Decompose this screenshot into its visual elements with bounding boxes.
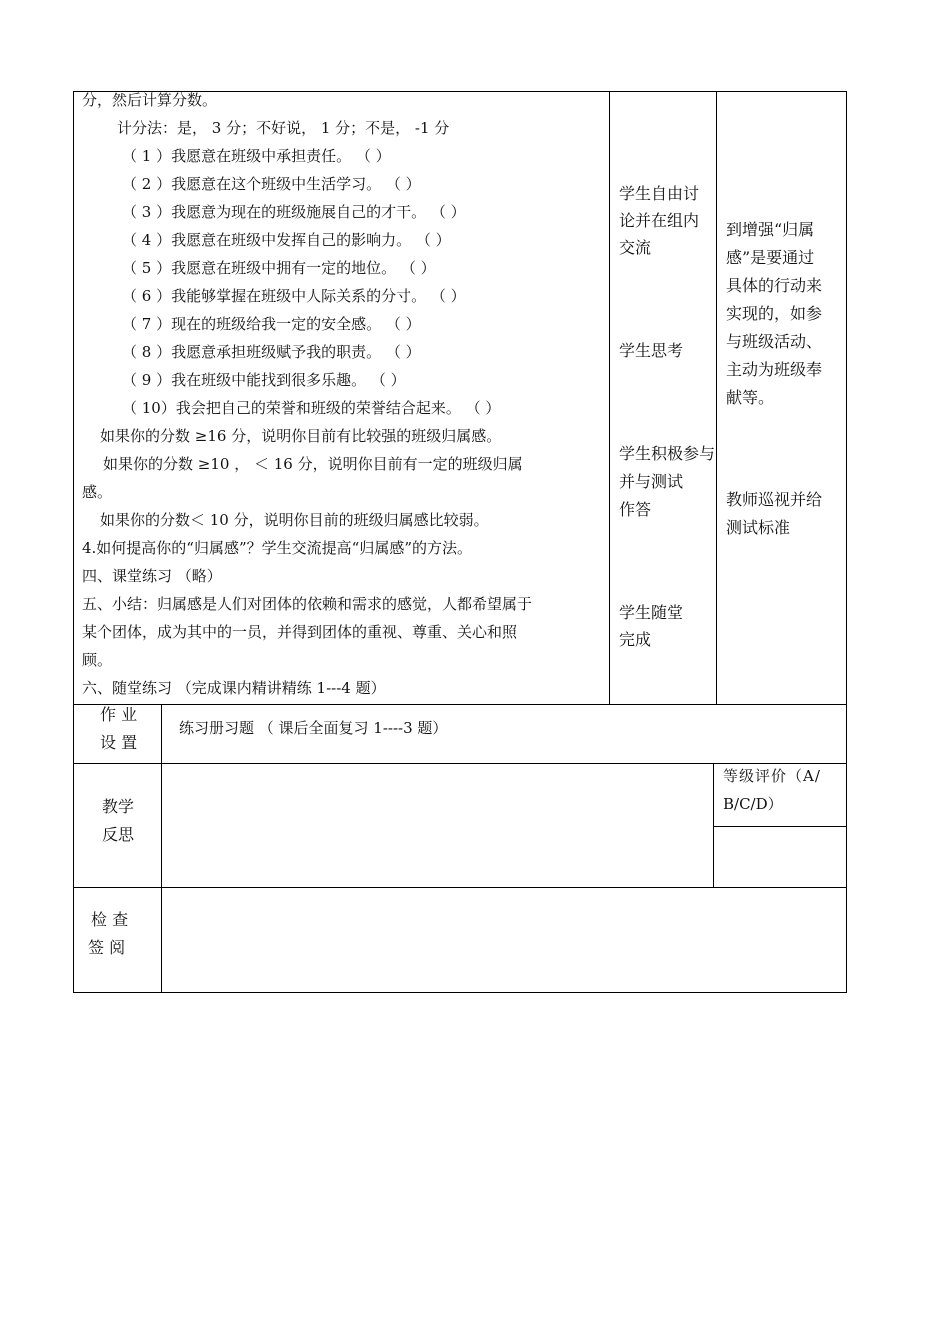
teacher-note: 献等。 — [726, 388, 775, 407]
homework-content: 练习册习题 （ 课后全面复习 1----3 题） — [179, 719, 448, 737]
question-4: 4.如何提高你的“归属感”？学生交流提高“归属感”的方法。 — [82, 539, 472, 557]
homework-label: 设 置 — [100, 733, 138, 752]
result-mid: 如果你的分数 ≥10 ， ＜ 16 分，说明你目前有一定的班级归属 — [103, 455, 523, 473]
check-label: 检 查 — [91, 910, 129, 929]
student-activity: 学生思考 — [619, 341, 684, 360]
student-activity: 作答 — [619, 500, 652, 519]
scoring-rule: 计分法：是， 3 分；不好说， 1 分；不是， -1 分 — [117, 119, 450, 137]
grade-label: 等级评价（A/ — [723, 767, 821, 785]
survey-item: （ 10）我会把自己的荣誉和班级的荣誉结合起来。 （ ） — [122, 399, 501, 417]
signature-area[interactable] — [162, 888, 846, 992]
teacher-note: 感”是要通过 — [726, 248, 815, 267]
teacher-note: 实现的，如参 — [726, 304, 823, 323]
section-followup: 六、随堂练习 （完成课内精讲精练 1---4 题） — [82, 679, 386, 697]
survey-item: （ 6 ）我能够掌握在班级中人际关系的分寸。 （ ） — [122, 287, 466, 305]
check-label: 签 阅 — [88, 938, 126, 957]
survey-item: （ 1 ）我愿意在班级中承担责任。 （ ） — [122, 147, 391, 165]
survey-item: （ 2 ）我愿意在这个班级中生活学习。 （ ） — [122, 175, 421, 193]
result-high: 如果你的分数 ≥16 分，说明你目前有比较强的班级归属感。 — [100, 427, 502, 445]
student-activity: 学生积极参与 — [619, 444, 716, 463]
summary-line: 五、小结：归属感是人们对团体的依赖和需求的感觉，人都希望属于 — [82, 595, 533, 613]
survey-item: （ 3 ）我愿意为现在的班级施展自己的才干。 （ ） — [122, 203, 466, 221]
survey-item: （ 7 ）现在的班级给我一定的安全感。 （ ） — [122, 315, 421, 333]
teacher-note: 主动为班级奉 — [726, 360, 823, 379]
result-mid-cont: 感。 — [82, 483, 113, 501]
student-activity: 完成 — [619, 630, 652, 649]
reflection-label: 教学 — [102, 797, 135, 816]
student-activity: 并与测试 — [619, 472, 684, 491]
teacher-note: 具体的行动来 — [726, 276, 823, 295]
grade-input-area[interactable] — [714, 827, 846, 887]
grade-options: B/C/D） — [723, 795, 783, 813]
teacher-note: 与班级活动、 — [726, 332, 823, 351]
section-practice: 四、课堂练习 （略） — [82, 567, 222, 585]
student-activity: 交流 — [619, 238, 652, 257]
teacher-note: 到增强“归属 — [726, 220, 815, 239]
survey-item: （ 5 ）我愿意在班级中拥有一定的地位。 （ ） — [122, 259, 436, 277]
summary-line: 顾。 — [82, 651, 113, 669]
result-low: 如果你的分数＜ 10 分，说明你目前的班级归属感比较弱。 — [100, 511, 489, 529]
reflection-input-area[interactable] — [162, 764, 712, 887]
teacher-note: 教师巡视并给 — [726, 490, 823, 509]
survey-item: （ 8 ）我愿意承担班级赋予我的职责。 （ ） — [122, 343, 421, 361]
intro-line: 分，然后计算分数。 — [82, 91, 218, 109]
student-activity: 学生自由讨 — [619, 184, 700, 203]
summary-line: 某个团体，成为其中的一员，并得到团体的重视、尊重、关心和照 — [82, 623, 518, 641]
homework-label: 作 业 — [100, 705, 138, 724]
reflection-label: 反思 — [102, 825, 135, 844]
survey-item: （ 4 ）我愿意在班级中发挥自己的影响力。 （ ） — [122, 231, 451, 249]
student-activity: 论并在组内 — [619, 211, 700, 230]
survey-item: （ 9 ）我在班级中能找到很多乐趣。 （ ） — [122, 371, 406, 389]
teacher-note: 测试标准 — [726, 518, 791, 537]
student-activity: 学生随堂 — [619, 603, 684, 622]
